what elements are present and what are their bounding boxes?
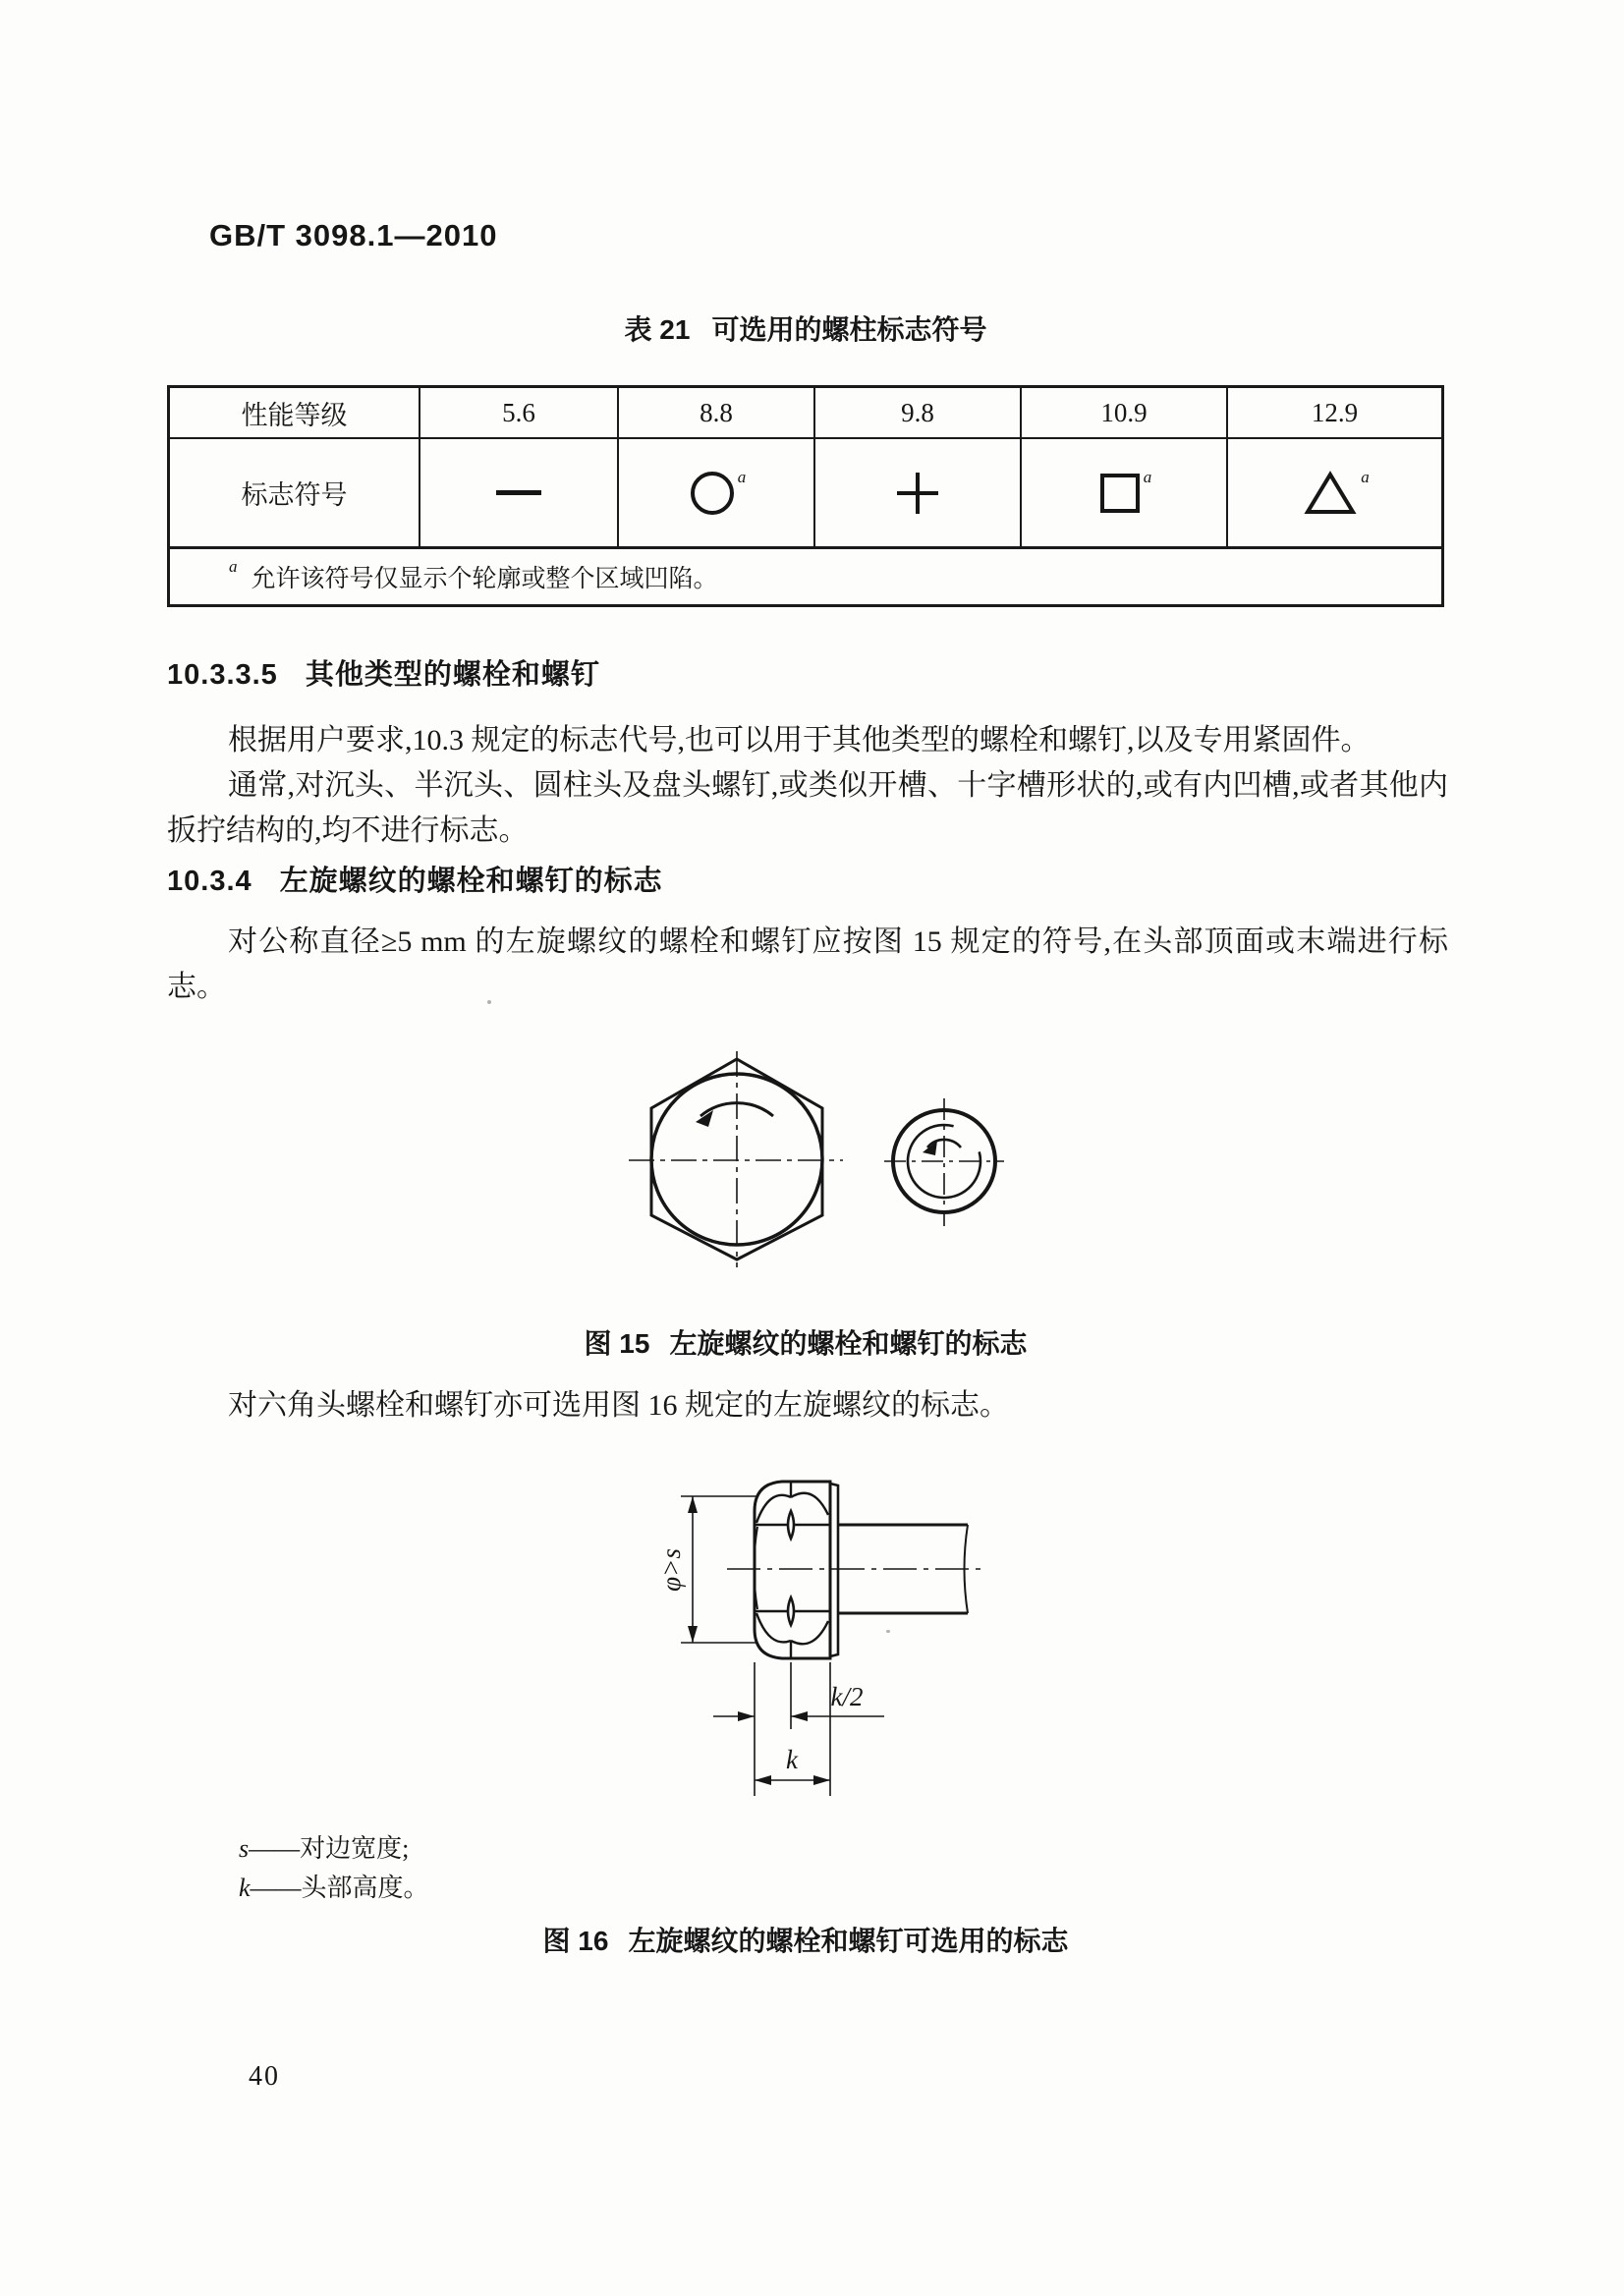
- standard-number-header: GB/T 3098.1—2010: [209, 218, 498, 252]
- scan-speck: [487, 1000, 491, 1004]
- legend-line: [239, 1869, 429, 1908]
- table-title-text: 可选用的螺柱标志符号: [711, 314, 987, 345]
- section-heading-10-3-4: [167, 859, 663, 899]
- chamfer-arc: [756, 1613, 791, 1642]
- table-cell: [420, 439, 619, 549]
- table-footnote: [170, 549, 1441, 604]
- legend-var: k: [239, 1874, 251, 1902]
- circle-symbol: [691, 472, 734, 515]
- triangle-symbol: [1304, 470, 1357, 517]
- page-number: 40: [249, 2061, 280, 2092]
- grade-cell: 5.6: [420, 388, 619, 439]
- scan-speck: [461, 684, 465, 687]
- dash-symbol: [496, 490, 541, 495]
- legend-desc: ——对边宽度;: [249, 1834, 410, 1863]
- arrowhead: [688, 1496, 698, 1513]
- dim-label-phi: φ>s: [656, 1548, 686, 1592]
- symbol-footnote-ref: a: [1143, 467, 1152, 486]
- arrowhead: [688, 1626, 698, 1643]
- figure-caption-text: 左旋螺纹的螺栓和螺钉可选用的标志: [628, 1926, 1069, 1956]
- grade-cell: 9.8: [815, 388, 1022, 439]
- arrowhead: [755, 1775, 771, 1785]
- figure-number: 图 15: [584, 1328, 650, 1359]
- legend-var: s: [239, 1834, 250, 1863]
- symbol-footnote-ref: a: [1361, 467, 1370, 486]
- legend-desc: ——头部高度。: [250, 1874, 429, 1902]
- chamfer-arc: [791, 1493, 828, 1515]
- chamfer-arc: [756, 1495, 791, 1523]
- paragraph: 根据用户要求,10.3 规定的标志代号,也可以用于其他类型的螺栓和螺钉,以及专用紧固件。: [228, 724, 1371, 756]
- grade-cell: 10.9: [1022, 388, 1228, 439]
- grade-cell: 8.8: [619, 388, 815, 439]
- paragraph: 对公称直径≥5 mm 的左旋螺纹的螺栓和螺钉应按图 15 规定的符号,在头部顶面或末端进行标志。: [167, 925, 1448, 1003]
- section-number: 10.3.3.5: [167, 659, 278, 691]
- section-title: 左旋螺纹的螺栓和螺钉的标志: [279, 866, 663, 897]
- figure-16-legend: [239, 1829, 429, 1908]
- marking-lens: [788, 1597, 794, 1625]
- plus-symbol: [895, 471, 940, 516]
- figure-15-drawing: [570, 1022, 1041, 1316]
- scan-speck: [886, 1630, 890, 1633]
- table-number: 表 21: [624, 314, 691, 345]
- section-number: 10.3.4: [167, 866, 252, 897]
- table-cell: [619, 439, 815, 549]
- grade-cell: 12.9: [1228, 388, 1441, 439]
- dim-label-k2: k/2: [830, 1682, 864, 1711]
- arrowhead: [791, 1711, 808, 1721]
- table-21-title: [167, 308, 1444, 348]
- dim-label-k: k: [786, 1745, 798, 1774]
- footnote-text: 允许该符号仅显示个轮廓或整个区域凹陷。: [251, 566, 718, 592]
- paragraph: 通常,对沉头、半沉头、圆柱头及盘头螺钉,或类似开槽、十字槽形状的,或有内凹槽,或者其他内扳拧结构的,均不进行标志。: [167, 769, 1448, 847]
- table-21: [167, 385, 1444, 607]
- section-heading-10-3-3-5: [167, 652, 600, 693]
- symbol-footnote-ref: a: [737, 467, 747, 486]
- arrowhead: [923, 1141, 937, 1155]
- table-cell: [1228, 439, 1441, 549]
- marking-lens: [788, 1511, 794, 1539]
- table-header-label: 性能等级: [170, 388, 420, 439]
- chamfer-arc: [791, 1621, 828, 1644]
- figure-16-drawing: [589, 1454, 1041, 1827]
- figure-number: 图 16: [542, 1926, 609, 1956]
- symbol-row-label: 标志符号: [170, 439, 420, 549]
- arrowhead: [738, 1711, 755, 1721]
- figure-16-caption: [167, 1920, 1444, 1959]
- paragraph: 对六角头螺栓和螺钉亦可选用图 16 规定的左旋螺纹的标志。: [228, 1389, 1009, 1422]
- figure-16-intro: [167, 1383, 1448, 1428]
- figure-15-caption: [167, 1322, 1444, 1362]
- footnote-marker: a: [229, 557, 238, 576]
- legend-line: [239, 1829, 429, 1869]
- section-10-3-3-5-body: [167, 718, 1448, 854]
- square-symbol: [1100, 474, 1140, 513]
- section-title: 其他类型的螺栓和螺钉: [305, 659, 600, 691]
- table-cell: [1022, 439, 1228, 549]
- arrowhead: [813, 1775, 830, 1785]
- table-cell: [815, 439, 1022, 549]
- figure-caption-text: 左旋螺纹的螺栓和螺钉的标志: [669, 1328, 1028, 1359]
- section-10-3-4-body: [167, 920, 1448, 1010]
